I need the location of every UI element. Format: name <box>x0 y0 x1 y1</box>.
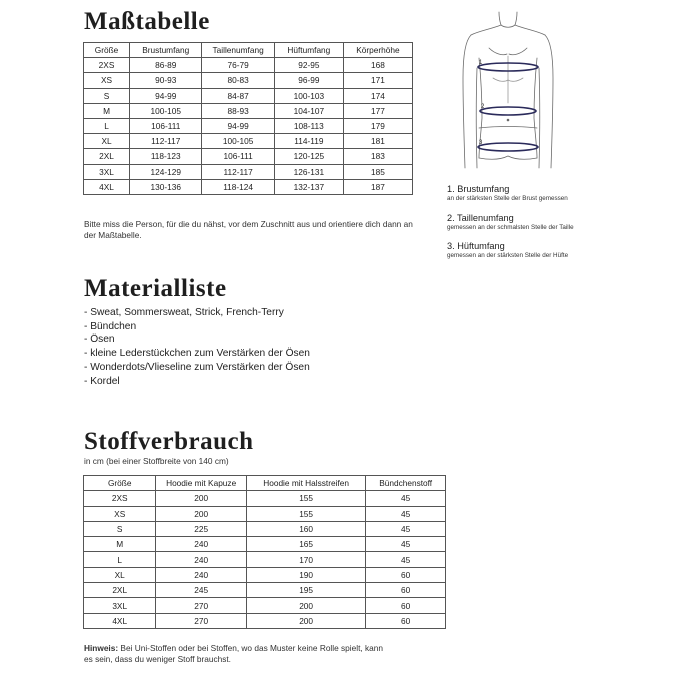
table-row <box>84 149 413 164</box>
table-cell: L <box>84 552 156 567</box>
header-cell: Körperhöhe <box>343 43 412 58</box>
table-cell: S <box>84 521 156 536</box>
table-cell: 155 <box>246 506 365 521</box>
legend-title: 1. Brustumfang <box>447 184 510 194</box>
table-cell: 240 <box>156 567 247 582</box>
table-row <box>84 583 446 598</box>
table-cell: XL <box>84 134 130 149</box>
table-cell: 185 <box>343 164 412 179</box>
table-cell: 45 <box>366 506 446 521</box>
table-cell: 2XS <box>84 58 130 73</box>
table-cell: 4XL <box>84 613 156 628</box>
note-text: Bei Uni-Stoffen oder bei Stoffen, wo das Muster keine Rolle spielt, kann es sein, dass du weniger Stoff brauchst. <box>84 643 384 664</box>
table-cell: L <box>84 118 130 133</box>
table-cell: 3XL <box>84 164 130 179</box>
table-cell: 106-111 <box>130 118 202 133</box>
table-cell: 84-87 <box>202 88 274 103</box>
header-cell: Taillenumfang <box>202 43 274 58</box>
table-cell: 76-79 <box>202 58 274 73</box>
table-cell: 90-93 <box>130 73 202 88</box>
table-cell: 45 <box>366 491 446 506</box>
table-cell: 126-131 <box>274 164 343 179</box>
table-cell: 94-99 <box>130 88 202 103</box>
legend-desc: gemessen an der schmalsten Stelle der Taille <box>447 224 574 231</box>
fabric-usage-subtitle: in cm (bei einer Stoffbreite von 140 cm) <box>84 456 229 466</box>
marker-3: 3 <box>479 140 483 146</box>
table-cell: 94-99 <box>202 118 274 133</box>
table-cell: 112-117 <box>202 164 274 179</box>
table-cell: 96-99 <box>274 73 343 88</box>
material-list <box>84 306 310 388</box>
table-cell: 270 <box>156 613 247 628</box>
table-cell: 60 <box>366 613 446 628</box>
table-cell: 100-105 <box>130 103 202 118</box>
table-cell: 124-129 <box>130 164 202 179</box>
table-cell: 2XS <box>84 491 156 506</box>
table-cell: 171 <box>343 73 412 88</box>
table-cell: 120-125 <box>274 149 343 164</box>
table-cell: 200 <box>156 506 247 521</box>
table-cell: 155 <box>246 491 365 506</box>
table-cell: 100-105 <box>202 134 274 149</box>
table-cell: 195 <box>246 583 365 598</box>
table-cell: M <box>84 103 130 118</box>
table-row <box>84 118 413 133</box>
table-cell: 181 <box>343 134 412 149</box>
table-cell: 112-117 <box>130 134 202 149</box>
header-cell: Größe <box>84 476 156 491</box>
table-row <box>84 567 446 582</box>
table-row <box>84 537 446 552</box>
header-cell: Größe <box>84 43 130 58</box>
table-cell: S <box>84 88 130 103</box>
table-cell: 165 <box>246 537 365 552</box>
table-row <box>84 164 413 179</box>
legend-title: 2. Taillenumfang <box>447 213 514 223</box>
table-row <box>84 506 446 521</box>
header-cell: Hüftumfang <box>274 43 343 58</box>
fabric-usage-note <box>84 643 384 665</box>
table-row <box>84 179 413 194</box>
material-item: - kleine Lederstückchen zum Verstärken der Ösen <box>84 348 310 360</box>
table-cell: 3XL <box>84 598 156 613</box>
table-cell: 160 <box>246 521 365 536</box>
table-cell: 240 <box>156 552 247 567</box>
header-cell: Bündchenstoff <box>366 476 446 491</box>
material-item: - Wonderdots/Vlieseline zum Verstärken der Ösen <box>84 361 310 373</box>
table-cell: 108-113 <box>274 118 343 133</box>
table-cell: 118-124 <box>202 179 274 194</box>
table-cell: 187 <box>343 179 412 194</box>
header-cell: Brustumfang <box>130 43 202 58</box>
fabric-usage-title: Stoffverbrauch <box>84 428 254 455</box>
legend-title: 3. Hüftumfang <box>447 241 505 251</box>
note-label: Hinweis: <box>84 643 119 653</box>
table-cell: 86-89 <box>130 58 202 73</box>
legend-taillenumfang <box>447 213 574 232</box>
table-row <box>84 103 413 118</box>
fabric-usage-table <box>83 475 446 629</box>
legend-desc: an der stärksten Stelle der Brust gemessen <box>447 195 568 202</box>
table-cell: 183 <box>343 149 412 164</box>
material-item: - Ösen <box>84 334 115 346</box>
table-cell: 80-83 <box>202 73 274 88</box>
table-cell: M <box>84 537 156 552</box>
table-cell: 60 <box>366 567 446 582</box>
size-chart-table <box>83 42 413 195</box>
table-cell: 45 <box>366 537 446 552</box>
table-cell: 2XL <box>84 583 156 598</box>
material-item: - Kordel <box>84 375 120 387</box>
table-row <box>84 88 413 103</box>
material-item: - Bündchen <box>84 320 137 332</box>
size-chart-title: Maßtabelle <box>84 8 210 35</box>
table-cell: 100-103 <box>274 88 343 103</box>
table-cell: 45 <box>366 552 446 567</box>
table-cell: 177 <box>343 103 412 118</box>
header-cell: Hoodie mit Kapuze <box>156 476 247 491</box>
table-cell: 130-136 <box>130 179 202 194</box>
table-cell: 174 <box>343 88 412 103</box>
table-cell: 190 <box>246 567 365 582</box>
size-chart-header-row <box>84 43 413 58</box>
table-row <box>84 521 446 536</box>
table-row <box>84 552 446 567</box>
table-row <box>84 598 446 613</box>
table-row <box>84 613 446 628</box>
header-cell: Hoodie mit Halsstreifen <box>246 476 365 491</box>
table-cell: 104-107 <box>274 103 343 118</box>
table-cell: 60 <box>366 583 446 598</box>
legend-brustumfang <box>447 184 568 203</box>
marker-1: 1 <box>479 60 483 66</box>
table-cell: 200 <box>246 613 365 628</box>
table-cell: 118-123 <box>130 149 202 164</box>
table-cell: 45 <box>366 521 446 536</box>
table-cell: 170 <box>246 552 365 567</box>
table-cell: 4XL <box>84 179 130 194</box>
legend-hueftumfang <box>447 241 568 260</box>
material-item: - Sweat, Sommersweat, Strick, French-Terry <box>84 307 284 318</box>
table-cell: 88-93 <box>202 103 274 118</box>
table-cell: 92-95 <box>274 58 343 73</box>
table-cell: 270 <box>156 598 247 613</box>
table-cell: 114-119 <box>274 134 343 149</box>
table-cell: 245 <box>156 583 247 598</box>
table-cell: XS <box>84 73 130 88</box>
table-cell: 168 <box>343 58 412 73</box>
table-cell: XS <box>84 506 156 521</box>
table-cell: 225 <box>156 521 247 536</box>
table-cell: 106-111 <box>202 149 274 164</box>
legend-desc: gemessen an der stärksten Stelle der Hüfte <box>447 252 569 259</box>
size-chart-note: Bitte miss die Person, für die du nähst, vor dem Zuschnitt aus und orientiere dich dann an der Maßtabelle. <box>84 219 413 240</box>
table-row <box>84 73 413 88</box>
table-cell: 200 <box>246 598 365 613</box>
table-row <box>84 491 446 506</box>
marker-2: 2 <box>481 104 485 110</box>
table-cell: 240 <box>156 537 247 552</box>
table-row <box>84 134 413 149</box>
table-cell: 60 <box>366 598 446 613</box>
table-cell: 200 <box>156 491 247 506</box>
body-measurement-figure <box>455 8 560 178</box>
table-cell: 179 <box>343 118 412 133</box>
table-cell: 132-137 <box>274 179 343 194</box>
table-cell: 2XL <box>84 149 130 164</box>
table-row <box>84 58 413 73</box>
table-cell: XL <box>84 567 156 582</box>
material-list-title: Materialliste <box>84 275 227 302</box>
fabric-usage-header-row <box>84 476 446 491</box>
